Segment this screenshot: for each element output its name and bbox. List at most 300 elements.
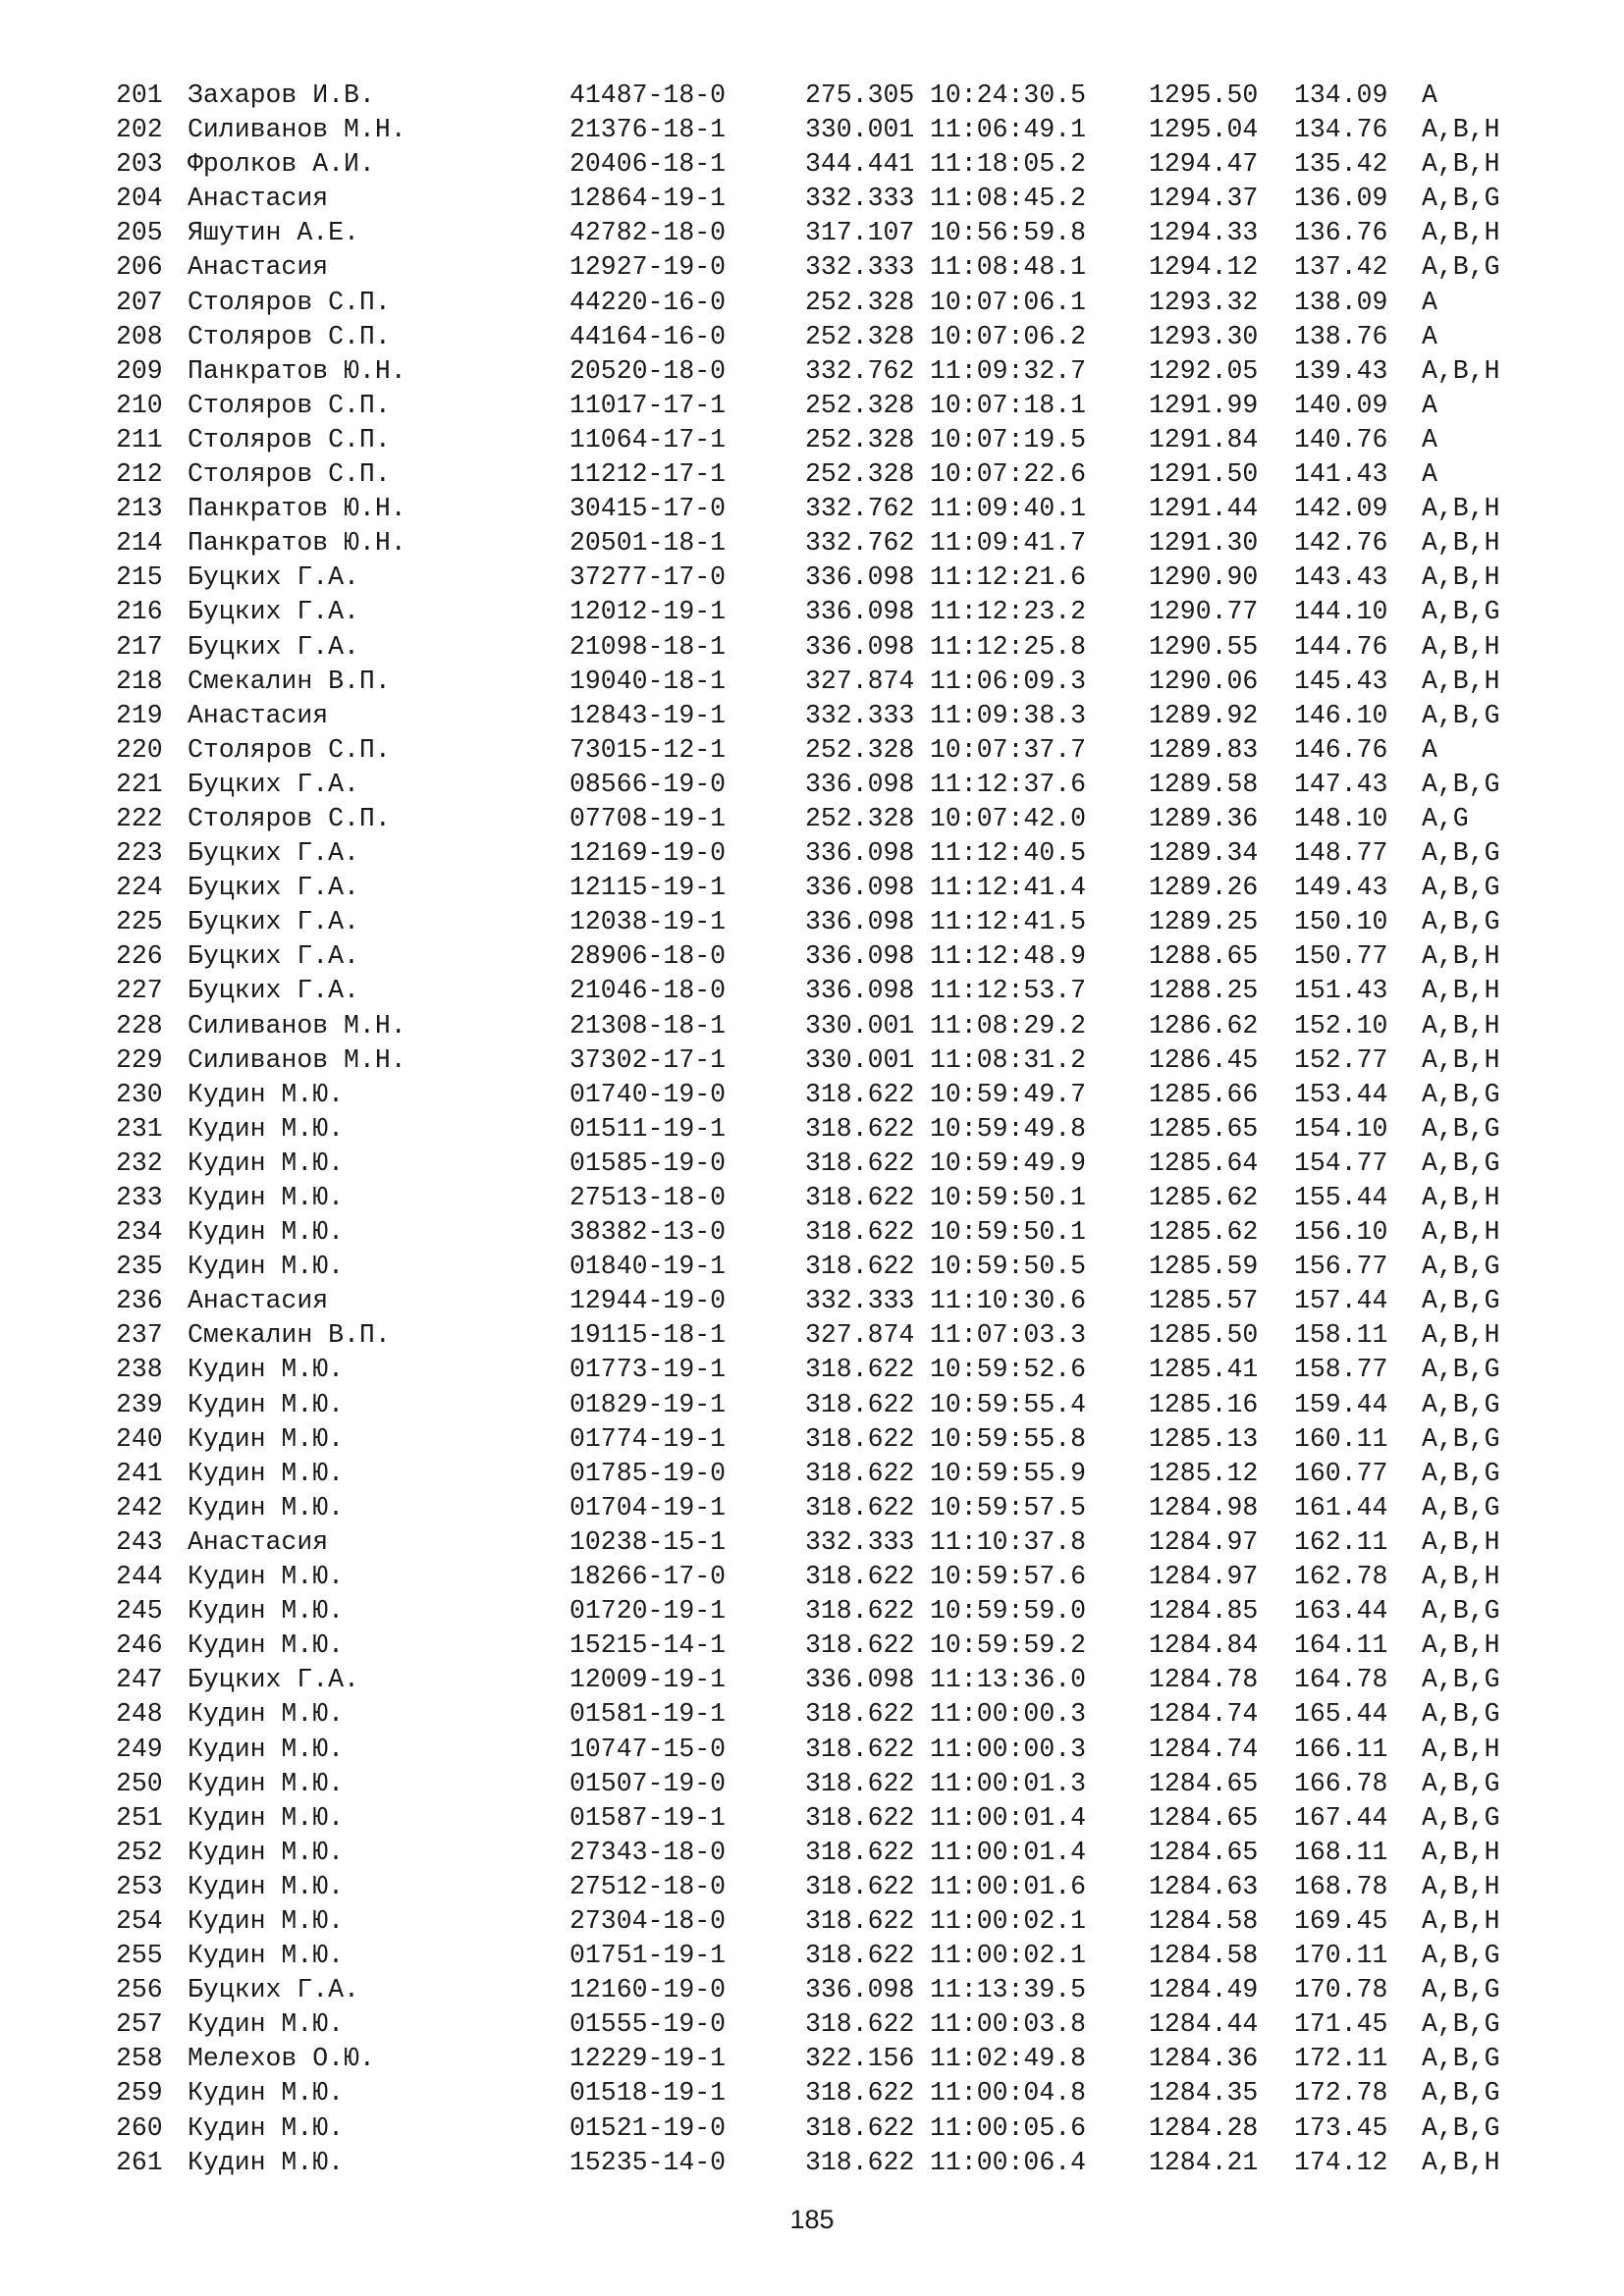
record-id: 12012-19-1 <box>569 597 727 627</box>
time: 10:59:55.4 <box>930 1389 1087 1419</box>
value: 318.622 <box>805 1355 915 1385</box>
table-row <box>116 1181 1549 1215</box>
participant-name: Кудин М.Ю. <box>188 2009 345 2040</box>
value: 330.001 <box>805 1010 915 1041</box>
value: 318.622 <box>805 1905 915 1936</box>
score-b: 154.77 <box>1294 1148 1388 1178</box>
score-b: 142.09 <box>1294 494 1388 524</box>
row-number: 249 <box>116 1734 163 1764</box>
row-number: 231 <box>116 1113 163 1144</box>
table-row <box>116 1904 1549 1939</box>
value: 252.328 <box>805 287 915 317</box>
value: 332.762 <box>805 494 915 524</box>
row-number: 241 <box>116 1458 163 1488</box>
flags: A,B,H <box>1422 562 1500 593</box>
value: 336.098 <box>805 562 915 593</box>
time: 10:07:06.1 <box>930 287 1087 317</box>
time: 11:00:03.8 <box>930 2009 1087 2040</box>
flags: A <box>1422 734 1437 765</box>
table-row <box>116 2076 1549 2110</box>
value: 275.305 <box>805 80 915 110</box>
flags: A,B,G <box>1422 1596 1500 1627</box>
flags: A,B,G <box>1422 2078 1500 2109</box>
value: 336.098 <box>805 597 915 627</box>
record-id: 30415-17-0 <box>569 494 727 524</box>
score-b: 160.11 <box>1294 1423 1388 1454</box>
time: 11:10:37.8 <box>930 1526 1087 1557</box>
value: 318.622 <box>805 1596 915 1627</box>
record-id: 37302-17-1 <box>569 1044 727 1075</box>
record-id: 27304-18-0 <box>569 1905 727 1936</box>
row-number: 217 <box>116 631 163 662</box>
record-id: 12864-19-1 <box>569 184 727 214</box>
flags: A,B,G <box>1422 769 1500 799</box>
score-b: 148.10 <box>1294 803 1388 833</box>
participant-name: Столяров С.П. <box>188 287 391 317</box>
score-b: 154.10 <box>1294 1113 1388 1144</box>
flags: A <box>1422 80 1437 110</box>
row-number: 239 <box>116 1389 163 1419</box>
participant-name: Кудин М.Ю. <box>188 1183 345 1212</box>
table-row <box>116 1078 1549 1112</box>
time: 11:12:41.4 <box>930 873 1087 903</box>
score-a: 1285.65 <box>1149 1113 1259 1144</box>
time: 11:00:01.4 <box>930 1802 1087 1833</box>
participant-name: Кудин М.Ю. <box>188 1905 345 1936</box>
score-b: 134.09 <box>1294 80 1388 110</box>
table-row <box>116 320 1549 354</box>
score-b: 153.44 <box>1294 1079 1388 1109</box>
flags: A,B,G <box>1422 1355 1500 1385</box>
score-b: 170.11 <box>1294 1941 1388 1971</box>
row-number: 246 <box>116 1630 163 1661</box>
value: 318.622 <box>805 1423 915 1454</box>
row-number: 252 <box>116 1837 163 1867</box>
time: 11:08:48.1 <box>930 252 1087 283</box>
table-row <box>116 113 1549 147</box>
flags: A,B,H <box>1422 355 1500 386</box>
record-id: 01829-19-1 <box>569 1389 727 1419</box>
flags: A,B,H <box>1422 528 1500 559</box>
table-row <box>116 1147 1549 1181</box>
flags: A,B,H <box>1422 1837 1500 1867</box>
participant-name: Кудин М.Ю. <box>188 2078 345 2109</box>
participant-name: Фролков А.И. <box>188 149 375 180</box>
participant-name: Яшутин А.Е. <box>188 218 359 248</box>
flags: A,B,G <box>1422 907 1500 937</box>
score-a: 1284.74 <box>1149 1699 1259 1730</box>
record-id: 01581-19-1 <box>569 1699 727 1730</box>
table-row <box>116 147 1549 182</box>
row-number: 256 <box>116 1975 163 2005</box>
row-number: 247 <box>116 1665 163 1695</box>
value: 330.001 <box>805 1044 915 1075</box>
record-id: 27512-18-0 <box>569 1871 727 1901</box>
score-a: 1294.12 <box>1149 252 1259 283</box>
participant-name: Буцких Г.А. <box>188 976 359 1006</box>
row-number: 235 <box>116 1252 163 1282</box>
score-b: 157.44 <box>1294 1286 1388 1316</box>
value: 318.622 <box>805 1871 915 1901</box>
value: 336.098 <box>805 631 915 662</box>
participant-name: Кудин М.Ю. <box>188 1492 345 1522</box>
score-a: 1285.62 <box>1149 1217 1259 1248</box>
flags: A,B,G <box>1422 2009 1500 2040</box>
table-row <box>116 286 1549 320</box>
flags: A,B,H <box>1422 1526 1500 1557</box>
score-a: 1284.49 <box>1149 1975 1259 2005</box>
score-a: 1294.37 <box>1149 184 1259 214</box>
score-a: 1284.97 <box>1149 1562 1259 1592</box>
record-id: 27513-18-0 <box>569 1183 727 1212</box>
row-number: 215 <box>116 562 163 593</box>
record-id: 11212-17-1 <box>569 459 727 490</box>
score-b: 172.78 <box>1294 2078 1388 2109</box>
row-number: 250 <box>116 1768 163 1798</box>
record-id: 08566-19-0 <box>569 769 727 799</box>
record-id: 01740-19-0 <box>569 1079 727 1109</box>
participant-name: Захаров И.В. <box>188 80 375 110</box>
record-id: 01511-19-1 <box>569 1113 727 1144</box>
participant-name: Кудин М.Ю. <box>188 1837 345 1867</box>
score-b: 166.78 <box>1294 1768 1388 1798</box>
score-b: 161.44 <box>1294 1492 1388 1522</box>
score-a: 1290.06 <box>1149 666 1259 696</box>
value: 318.622 <box>805 1734 915 1764</box>
value: 318.622 <box>805 1217 915 1248</box>
time: 11:10:30.6 <box>930 1286 1087 1316</box>
table-row <box>116 1422 1549 1457</box>
row-number: 237 <box>116 1320 163 1351</box>
score-a: 1284.28 <box>1149 2112 1259 2143</box>
table-row <box>116 2042 1549 2076</box>
record-id: 01785-19-0 <box>569 1458 727 1488</box>
score-b: 137.42 <box>1294 252 1388 283</box>
score-a: 1293.30 <box>1149 321 1259 351</box>
row-number: 248 <box>116 1699 163 1730</box>
flags: A,B,H <box>1422 1010 1500 1041</box>
time: 10:07:22.6 <box>930 459 1087 490</box>
table-row <box>116 1009 1549 1043</box>
score-a: 1285.16 <box>1149 1389 1259 1419</box>
row-number: 233 <box>116 1183 163 1212</box>
table-row <box>116 733 1549 768</box>
participant-name: Буцких Г.А. <box>188 769 359 799</box>
score-b: 171.45 <box>1294 2009 1388 2040</box>
score-a: 1295.04 <box>1149 115 1259 145</box>
participant-name: Панкратов Ю.Н. <box>188 528 406 559</box>
record-id: 01518-19-1 <box>569 2078 727 2109</box>
row-number: 243 <box>116 1526 163 1557</box>
row-number: 214 <box>116 528 163 559</box>
score-a: 1288.25 <box>1149 976 1259 1006</box>
record-id: 27343-18-0 <box>569 1837 727 1867</box>
score-a: 1286.45 <box>1149 1044 1259 1075</box>
score-a: 1285.66 <box>1149 1079 1259 1109</box>
participant-name: Буцких Г.А. <box>188 907 359 937</box>
value: 332.333 <box>805 1286 915 1316</box>
record-id: 12169-19-0 <box>569 838 727 869</box>
row-number: 210 <box>116 390 163 420</box>
record-id: 01773-19-1 <box>569 1355 727 1385</box>
record-id: 19040-18-1 <box>569 666 727 696</box>
row-number: 226 <box>116 941 163 972</box>
flags: A,B,H <box>1422 1871 1500 1901</box>
score-b: 145.43 <box>1294 666 1388 696</box>
score-a: 1284.21 <box>1149 2147 1259 2177</box>
record-id: 12944-19-0 <box>569 1286 727 1316</box>
row-number: 222 <box>116 803 163 833</box>
score-a: 1285.50 <box>1149 1320 1259 1351</box>
time: 11:02:49.8 <box>930 2044 1087 2074</box>
flags: A <box>1422 321 1437 351</box>
value: 318.622 <box>805 2009 915 2040</box>
row-number: 244 <box>116 1562 163 1592</box>
flags: A,B,H <box>1422 1217 1500 1248</box>
row-number: 202 <box>116 115 163 145</box>
participant-name: Буцких Г.А. <box>188 1975 359 2005</box>
score-b: 159.44 <box>1294 1389 1388 1419</box>
table-row <box>116 1250 1549 1284</box>
row-number: 227 <box>116 976 163 1006</box>
participant-name: Кудин М.Ю. <box>188 1596 345 1627</box>
value: 327.874 <box>805 1320 915 1351</box>
flags: A,B,G <box>1422 1699 1500 1730</box>
score-b: 167.44 <box>1294 1802 1388 1833</box>
table-row <box>116 1388 1549 1422</box>
score-a: 1291.50 <box>1149 459 1259 490</box>
flags: A,B,G <box>1422 2044 1500 2074</box>
score-a: 1284.58 <box>1149 1941 1259 1971</box>
score-b: 138.76 <box>1294 321 1388 351</box>
flags: A,B,H <box>1422 494 1500 524</box>
score-b: 156.10 <box>1294 1217 1388 1248</box>
value: 318.622 <box>805 1148 915 1178</box>
time: 11:13:39.5 <box>930 1975 1087 2005</box>
participant-name: Анастасия <box>188 184 329 214</box>
time: 10:07:18.1 <box>930 390 1087 420</box>
value: 332.333 <box>805 252 915 283</box>
score-a: 1284.44 <box>1149 2009 1259 2040</box>
score-b: 173.45 <box>1294 2112 1388 2143</box>
value: 318.622 <box>805 1389 915 1419</box>
record-id: 21376-18-1 <box>569 115 727 145</box>
score-a: 1291.44 <box>1149 494 1259 524</box>
flags: A,B,H <box>1422 1630 1500 1661</box>
table-row <box>116 1491 1549 1525</box>
participant-name: Анастасия <box>188 252 329 283</box>
time: 10:07:19.5 <box>930 424 1087 454</box>
time: 11:00:02.1 <box>930 1905 1087 1936</box>
value: 318.622 <box>805 1630 915 1661</box>
value: 330.001 <box>805 115 915 145</box>
participant-name: Кудин М.Ю. <box>188 1252 345 1282</box>
participant-name: Анастасия <box>188 700 329 730</box>
participant-name: Кудин М.Ю. <box>188 1458 345 1488</box>
table-row <box>116 1353 1549 1387</box>
score-a: 1284.78 <box>1149 1665 1259 1695</box>
score-a: 1284.63 <box>1149 1871 1259 1901</box>
time: 11:12:21.6 <box>930 562 1087 593</box>
score-b: 138.09 <box>1294 287 1388 317</box>
table-row <box>116 836 1549 871</box>
participant-name: Кудин М.Ю. <box>188 1768 345 1798</box>
score-a: 1285.41 <box>1149 1355 1259 1385</box>
score-a: 1284.36 <box>1149 2044 1259 2074</box>
row-number: 259 <box>116 2078 163 2109</box>
table-row <box>116 974 1549 1008</box>
score-b: 142.76 <box>1294 528 1388 559</box>
table-row <box>116 2007 1549 2042</box>
record-id: 37277-17-0 <box>569 562 727 593</box>
value: 318.622 <box>805 1802 915 1833</box>
flags: A,B,G <box>1422 1941 1500 1971</box>
value: 344.441 <box>805 149 915 180</box>
record-id: 07708-19-1 <box>569 803 727 833</box>
table-row <box>116 561 1549 595</box>
value: 336.098 <box>805 941 915 972</box>
time: 11:12:40.5 <box>930 838 1087 869</box>
flags: A,B,G <box>1422 1148 1500 1178</box>
score-b: 166.11 <box>1294 1734 1388 1764</box>
table-row <box>116 526 1549 561</box>
score-b: 140.09 <box>1294 390 1388 420</box>
score-a: 1284.65 <box>1149 1802 1259 1833</box>
value: 332.333 <box>805 184 915 214</box>
table-row <box>116 182 1549 216</box>
row-number: 208 <box>116 321 163 351</box>
value: 336.098 <box>805 838 915 869</box>
value: 318.622 <box>805 1562 915 1592</box>
score-a: 1286.62 <box>1149 1010 1259 1041</box>
table-row <box>116 79 1549 113</box>
score-a: 1285.59 <box>1149 1252 1259 1282</box>
flags: A,B,H <box>1422 1734 1500 1764</box>
time: 10:59:59.0 <box>930 1596 1087 1627</box>
participant-name: Кудин М.Ю. <box>188 1423 345 1454</box>
time: 11:12:53.7 <box>930 976 1087 1006</box>
flags: A <box>1422 424 1437 454</box>
time: 10:59:59.2 <box>930 1630 1087 1661</box>
record-id: 20406-18-1 <box>569 149 727 180</box>
row-number: 228 <box>116 1010 163 1041</box>
record-id: 38382-13-0 <box>569 1217 727 1248</box>
record-id: 73015-12-1 <box>569 734 727 765</box>
record-id: 20501-18-1 <box>569 528 727 559</box>
row-number: 213 <box>116 494 163 524</box>
flags: A,B,G <box>1422 1079 1500 1109</box>
time: 10:59:50.1 <box>930 1183 1087 1212</box>
score-a: 1284.85 <box>1149 1596 1259 1627</box>
table-row <box>116 354 1549 389</box>
table-row <box>116 389 1549 423</box>
record-id: 12038-19-1 <box>569 907 727 937</box>
value: 252.328 <box>805 734 915 765</box>
time: 11:00:01.4 <box>930 1837 1087 1867</box>
score-b: 148.77 <box>1294 838 1388 869</box>
time: 11:00:02.1 <box>930 1941 1087 1971</box>
score-a: 1284.58 <box>1149 1905 1259 1936</box>
time: 10:07:06.2 <box>930 321 1087 351</box>
score-a: 1292.05 <box>1149 355 1259 386</box>
flags: A,B,G <box>1422 1423 1500 1454</box>
flags: A,B,H <box>1422 115 1500 145</box>
flags: A,B,G <box>1422 1768 1500 1798</box>
score-a: 1285.57 <box>1149 1286 1259 1316</box>
row-number: 223 <box>116 838 163 869</box>
table-row <box>116 1663 1549 1697</box>
flags: A,B,G <box>1422 1286 1500 1316</box>
value: 252.328 <box>805 424 915 454</box>
value: 336.098 <box>805 1665 915 1695</box>
value: 318.622 <box>805 1079 915 1109</box>
time: 11:00:01.3 <box>930 1768 1087 1798</box>
table-row <box>116 939 1549 974</box>
row-number: 232 <box>116 1148 163 1178</box>
participant-name: Кудин М.Ю. <box>188 1871 345 1901</box>
score-b: 156.77 <box>1294 1252 1388 1282</box>
participant-name: Кудин М.Ю. <box>188 1941 345 1971</box>
flags: A,B,G <box>1422 1802 1500 1833</box>
participant-name: Кудин М.Ю. <box>188 1802 345 1833</box>
flags: A,B,G <box>1422 1252 1500 1282</box>
table-row <box>116 905 1549 939</box>
time: 11:09:41.7 <box>930 528 1087 559</box>
participant-name: Панкратов Ю.Н. <box>188 494 406 524</box>
participant-name: Буцких Г.А. <box>188 631 359 662</box>
score-a: 1285.62 <box>1149 1183 1259 1212</box>
row-number: 251 <box>116 1802 163 1833</box>
row-number: 216 <box>116 597 163 627</box>
row-number: 201 <box>116 80 163 110</box>
time: 11:08:45.2 <box>930 184 1087 214</box>
score-a: 1289.25 <box>1149 907 1259 937</box>
flags: A,B,G <box>1422 597 1500 627</box>
table-row <box>116 2146 1549 2180</box>
table-row <box>116 250 1549 285</box>
score-b: 151.43 <box>1294 976 1388 1006</box>
table-row <box>116 1801 1549 1836</box>
participant-name: Кудин М.Ю. <box>188 1389 345 1419</box>
row-number: 234 <box>116 1217 163 1248</box>
score-b: 165.44 <box>1294 1699 1388 1730</box>
participant-name: Кудин М.Ю. <box>188 2112 345 2143</box>
value: 332.333 <box>805 1526 915 1557</box>
flags: A,B,H <box>1422 218 1500 248</box>
score-b: 149.43 <box>1294 873 1388 903</box>
flags: A,B,G <box>1422 1113 1500 1144</box>
time: 10:59:49.7 <box>930 1079 1087 1109</box>
record-id: 41487-18-0 <box>569 80 727 110</box>
row-number: 204 <box>116 184 163 214</box>
participant-name: Кудин М.Ю. <box>188 2147 345 2177</box>
row-number: 240 <box>116 1423 163 1454</box>
record-id: 10747-15-0 <box>569 1734 727 1764</box>
row-number: 229 <box>116 1044 163 1075</box>
flags: A,B,H <box>1422 976 1500 1006</box>
participant-name: Кудин М.Ю. <box>188 1734 345 1764</box>
row-number: 205 <box>116 218 163 248</box>
participant-name: Кудин М.Ю. <box>188 1562 345 1592</box>
flags: A,B,G <box>1422 1665 1500 1695</box>
score-b: 143.43 <box>1294 562 1388 593</box>
table-row <box>116 1284 1549 1318</box>
flags: A,B,G <box>1422 2112 1500 2143</box>
participant-name: Кудин М.Ю. <box>188 1148 345 1178</box>
value: 252.328 <box>805 390 915 420</box>
participant-name: Кудин М.Ю. <box>188 1699 345 1730</box>
table-row <box>116 423 1549 457</box>
